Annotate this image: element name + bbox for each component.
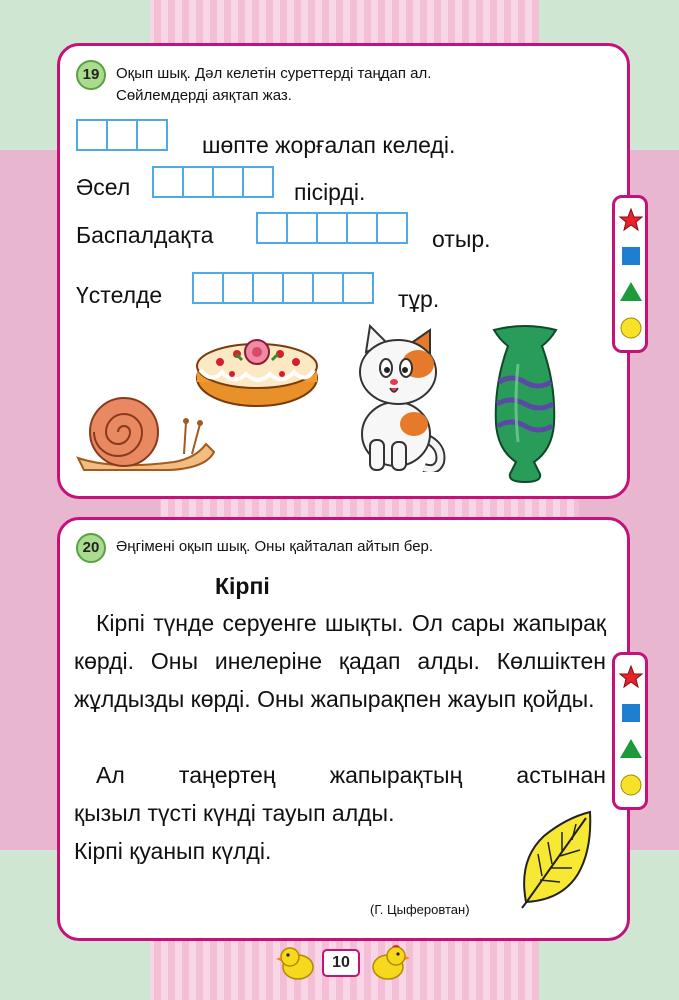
instruction	[116, 63, 431, 107]
page-number: 10	[322, 949, 360, 977]
story-text: Кірпі қуанып күлді.	[74, 838, 272, 864]
exercise-19-card	[57, 43, 630, 499]
story-text: Ал таңертең жапырақтың астынан	[96, 762, 606, 788]
sentence-3-start: Баспалдақта	[76, 222, 214, 248]
square-icon	[619, 244, 643, 268]
square-icon	[619, 701, 643, 725]
shape-tab	[612, 652, 648, 810]
cat-icon[interactable]	[344, 322, 454, 472]
triangle-icon	[619, 737, 643, 761]
answer-boxes[interactable]	[152, 166, 274, 198]
sentence-1: шөпте жорғалап келеді.	[202, 132, 456, 158]
story-paragraph	[74, 604, 606, 718]
sentence-2-end: пісірді.	[294, 179, 366, 205]
vase-icon[interactable]	[490, 324, 560, 486]
circle-icon	[619, 316, 643, 340]
answer-boxes[interactable]	[192, 272, 374, 304]
sentence-4-end: тұр.	[398, 286, 440, 312]
instruction: Әңгімені оқып шық. Оны қайталап айтып бер.	[116, 538, 434, 555]
triangle-icon	[619, 280, 643, 304]
answer-boxes[interactable]	[76, 119, 168, 151]
star-icon	[619, 665, 643, 689]
chick-icon	[276, 945, 316, 981]
exercise-number: 19	[76, 60, 106, 90]
story-text: қызыл түсті күнді тауып алды.	[74, 800, 395, 826]
exercise-number: 20	[76, 533, 106, 563]
source-credit: (Г. Цыферовтан)	[370, 902, 470, 917]
circle-icon	[619, 773, 643, 797]
instruction-line: Оқып шық. Дәл келетін суреттерді таңдап ал.	[116, 65, 432, 82]
chick-icon	[368, 943, 410, 981]
instruction-line: Сөйлемдерді аяқтап жаз.	[116, 87, 292, 104]
sentence-4-start: Үстелде	[76, 282, 163, 308]
exercise-20-card	[57, 517, 630, 941]
leaf-icon	[518, 810, 594, 912]
shape-tab	[612, 195, 648, 353]
snail-icon[interactable]	[74, 392, 220, 472]
story-text: Кірпі түнде серуенге шықты. Ол сары жапырақ көрді. Оны инелеріне қадап алды. Көлшіктен жұлдызды көрді. Оны жапырақпен жауып қойды.	[74, 610, 606, 712]
story-title: Кірпі	[215, 573, 270, 599]
sentence-3-end: отыр.	[432, 226, 491, 252]
answer-boxes[interactable]	[256, 212, 408, 244]
sentence-2-start: Әсел	[76, 174, 131, 200]
star-icon	[619, 208, 643, 232]
